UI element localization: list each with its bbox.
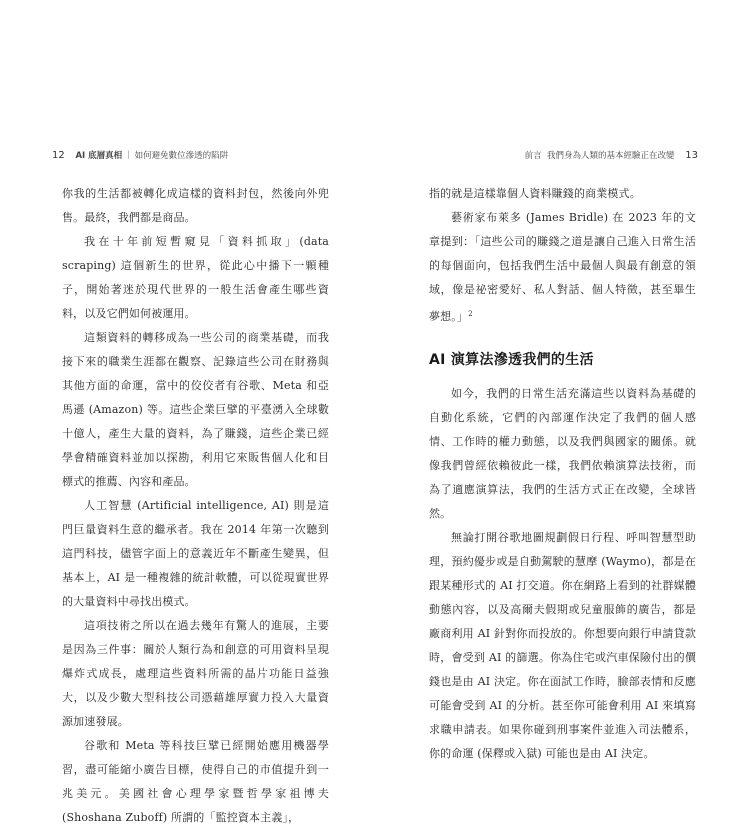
left-page-number: 12 bbox=[52, 150, 65, 161]
right-running-header bbox=[525, 149, 706, 161]
paragraph: 這項技術之所以在過去幾年有驚人的進展，主要是因為三件事：關於人類行為和創意的可用資料呈現爆炸式成長，處理這些資料所需的晶片功能日益強大，以及少數大型科技公司憑藉雄厚實力投入大量資源加速發展。 bbox=[62, 619, 329, 728]
left-body-text bbox=[62, 182, 329, 830]
paragraph: 谷歌和 Meta 等科技巨擘已經開始應用機器學習，盡可能縮小廣告目標，使得自己的市值提升到一兆美元。美國社會心理學家暨哲學家祖博夫 (Shoshana Zuboff) 所謂的「監控資本主義」， bbox=[62, 739, 329, 824]
paragraph: 你我的生活都被轉化成這樣的資料封包，然後向外兜售。最終，我們都是商品。 bbox=[62, 187, 329, 224]
paragraph bbox=[429, 206, 696, 329]
footnote-marker[interactable]: 2 bbox=[468, 310, 473, 318]
quote-text: 藝術家布萊多 (James Bridle) 在 2023 年的文章提到：「這些公司的賺錢之道是讓自己進入日常生活的每個面向，包括我們生活中最個人與最有創意的領域，像是祕密愛好、私人對話、個人特徵，甚至畢生夢想。」 bbox=[429, 211, 696, 323]
paragraph: 如今，我們的日常生活充滿這些以資料為基礎的自動化系統，它們的內部運作決定了我們的個人感情、工作時的權力動態，以及我們與國家的關係。就像我們曾經依賴彼此一樣，我們依賴演算法技術，而為了適應演算法，我們的生活方式正在改變，全球皆然。 bbox=[429, 387, 696, 520]
running-title: 我們身為人類的基本經驗正在改變 bbox=[547, 151, 675, 161]
paragraph: 無論打開谷歌地圖規劃假日行程、呼叫智慧型助理，預約優步或是自動駕駛的慧摩 (Waymo)，都是在跟某種形式的 AI 打交道。你在網路上看到的社群媒體動態內容，以及高爾夫假期或兒童服飾的廣告，都是廠商利用 AI 針對你而投放的。你想要向銀行申請貸款時，會受到 AI 的篩選。你為住宅或汽車保險付出的價錢也是由 AI 決定。你在面試工作時，臉部表情和反應可能會受到 AI 的分析。甚至你可能會利用 AI 來填寫求職申請表。如果你碰到刑事案件並進入司法體系，你的命運 (保釋或入獄) 可能也是由 AI 決定。 bbox=[429, 531, 696, 760]
book-subtitle: 如何避免數位滲透的陷阱 bbox=[134, 151, 229, 161]
paragraph: 人工智慧 (Artificial intelligence, AI) 則是這門巨量資料生意的繼承者。我在 2014 年第一次聽到這門科技，儘管字面上的意義近年不斷產生變異，但基本上，AI 是一種複雜的統計軟體，可以從現實世界的大量資料中尋找出模式。 bbox=[62, 499, 329, 608]
paragraph: 指的就是這樣靠個人資料賺錢的商業模式。 bbox=[429, 187, 641, 200]
title-separator: ｜ bbox=[124, 151, 133, 161]
paragraph: 這類資料的轉移成為一些公司的商業基礎，而我接下來的職業生涯都在觀察、記錄這些公司在財務與其他方面的命運，當中的佼佼者有谷歌、Meta 和亞馬遜 (Amazon) 等。這些企業巨擘的平臺湧入全球數十億人，產生大量的資料，為了賺錢，這些企業已經學會精確資料並加以探勘，利用它來販售個人化和目標式的推薦、內容和產品。 bbox=[62, 331, 329, 488]
book-title: AI 底層真相 bbox=[75, 151, 123, 161]
paragraph: 我在十年前短暫窺見「資料抓取」(data scraping) 這個新生的世界，從此心中播下一顆種子，開始著迷於現代世界的一般生活會產生哪些資料，以及它們如何被運用。 bbox=[62, 235, 329, 320]
section-heading: AI 演算法滲透我們的生活 bbox=[429, 352, 594, 368]
right-body-text bbox=[429, 182, 696, 766]
left-running-header bbox=[44, 149, 228, 161]
right-page bbox=[375, 0, 750, 760]
left-page bbox=[0, 0, 375, 824]
right-page-number: 13 bbox=[685, 150, 698, 161]
section-label: 前言 bbox=[524, 151, 542, 161]
